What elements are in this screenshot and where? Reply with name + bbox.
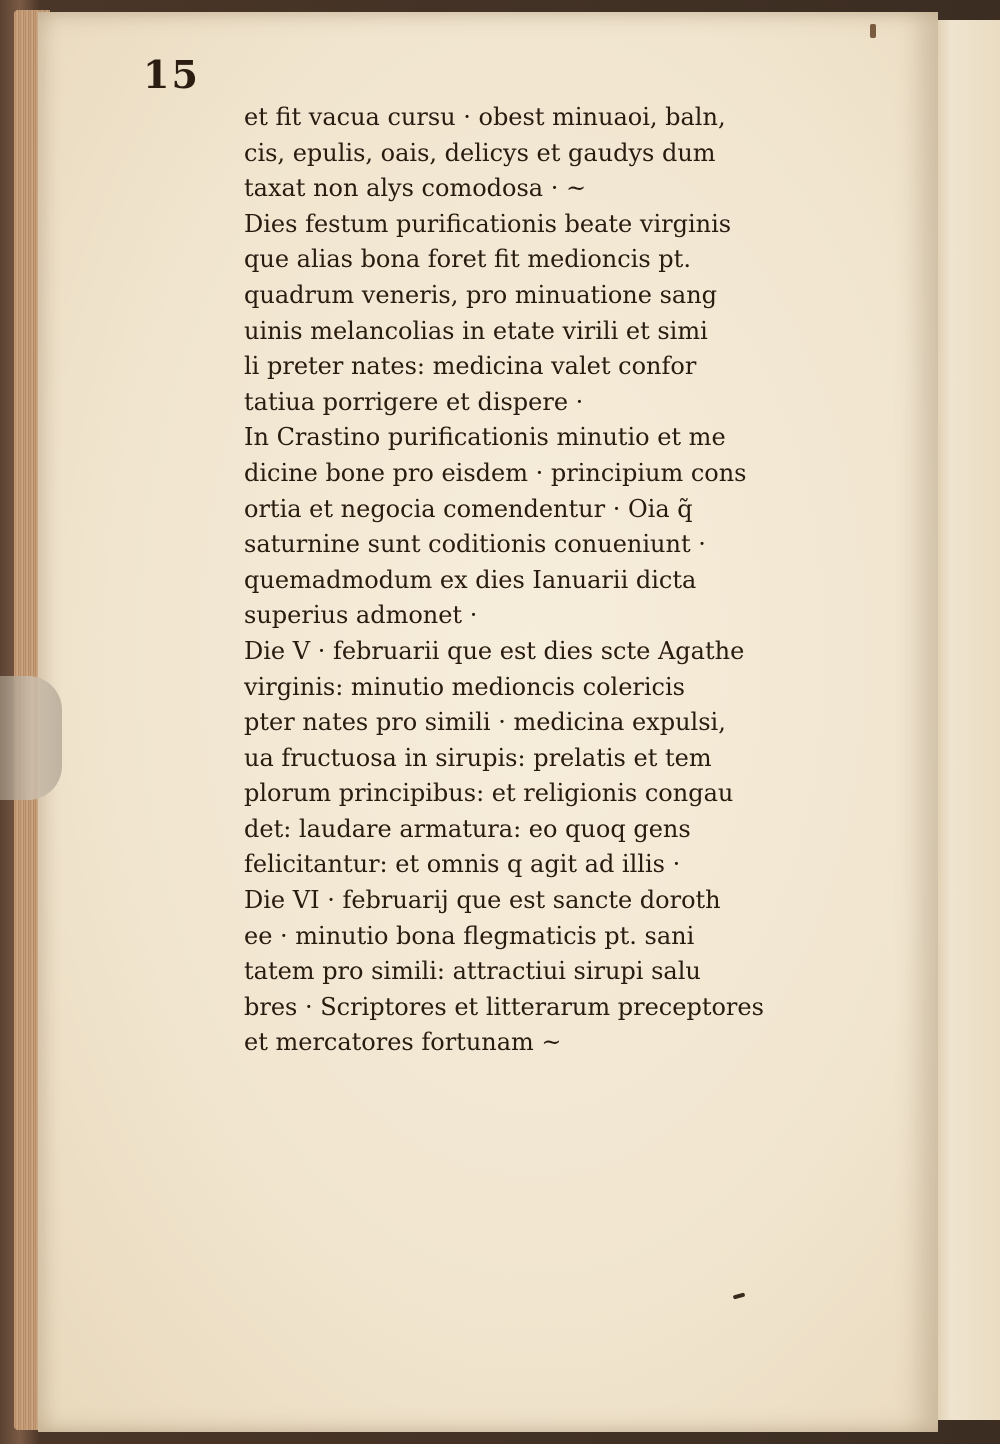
text-line: ua fructuosa in sirupis: prelatis et tem	[244, 743, 712, 772]
text-line: virginis: minutio medioncis colericis	[244, 672, 685, 701]
text-line: Dies festum purificationis beate virginis	[244, 209, 732, 238]
text-line: det: laudare armatura: eo quoq gens	[244, 814, 691, 843]
facing-page	[930, 20, 1000, 1420]
manuscript-text	[244, 100, 894, 1061]
text-line: felicitantur: et omnis q agit ad illis ·	[244, 850, 681, 879]
text-line: que alias bona foret fit medioncis pt.	[244, 245, 691, 274]
text-line: ee · minutio bona flegmaticis pt. sani	[244, 921, 695, 950]
text-line: bres · Scriptores et litterarum preceptores	[244, 992, 764, 1021]
text-line: tatiua porrigere et dispere ·	[244, 387, 584, 416]
text-line: uinis melancolias in etate virili et simi	[244, 316, 708, 345]
text-line: In Crastino purificationis minutio et me	[244, 423, 726, 452]
text-line: li preter nates: medicina valet confor	[244, 352, 697, 381]
stain	[870, 24, 876, 38]
text-line: tatem pro simili: attractiui sirupi salu	[244, 957, 701, 986]
folio-number: 15	[143, 52, 200, 97]
page-tab	[0, 676, 62, 800]
text-line: quemadmodum ex dies Ianuarii dicta	[244, 565, 697, 594]
text-line: taxat non alys comodosa · ~	[244, 174, 587, 203]
text-line: saturnine sunt coditionis conueniunt ·	[244, 530, 706, 559]
text-line: Die V · februarii que est dies scte Agathe	[244, 636, 745, 665]
text-line: plorum principibus: et religionis congau	[244, 779, 734, 808]
text-line: dicine bone pro eisdem · principium cons	[244, 458, 747, 487]
text-line: superius admonet ·	[244, 601, 478, 630]
text-line: pter nates pro simili · medicina expulsi,	[244, 708, 726, 737]
text-line: Die VI · februarij que est sancte doroth	[244, 886, 721, 915]
text-line: cis, epulis, oais, delicys et gaudys dum	[244, 138, 716, 167]
text-line: quadrum veneris, pro minuatione sang	[244, 280, 718, 309]
text-line: et mercatores fortunam ~	[244, 1028, 562, 1057]
text-line: ortia et negocia comendentur · Oia q̃	[244, 494, 693, 523]
text-line: et fit vacua cursu · obest minuaoi, baln,	[244, 103, 726, 131]
